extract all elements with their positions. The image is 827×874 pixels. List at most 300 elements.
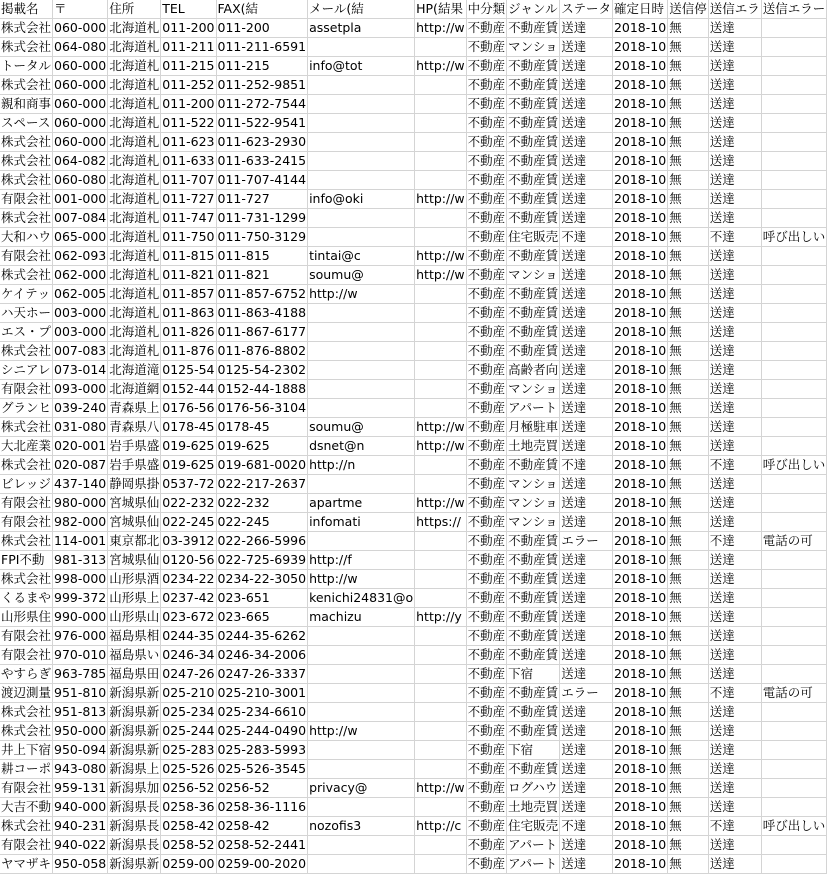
cell[interactable]: 送達 xyxy=(708,551,761,570)
cell[interactable]: 011-821 xyxy=(216,266,308,285)
cell[interactable]: 023-665 xyxy=(216,608,308,627)
cell[interactable]: 060-000 xyxy=(53,95,108,114)
cell[interactable]: 不動産 xyxy=(466,494,507,513)
cell[interactable]: 2018-10 xyxy=(612,266,667,285)
cell[interactable] xyxy=(415,741,467,760)
cell[interactable]: エラー xyxy=(560,684,613,703)
cell[interactable]: FAX(結 xyxy=(216,0,308,19)
cell[interactable] xyxy=(308,152,415,171)
cell[interactable]: 011-707 xyxy=(161,171,216,190)
cell[interactable] xyxy=(308,836,415,855)
cell[interactable]: 送達 xyxy=(560,323,613,342)
cell[interactable]: 北海道滝 xyxy=(108,361,161,380)
cell[interactable]: アパート xyxy=(507,836,560,855)
cell[interactable]: 送達 xyxy=(708,95,761,114)
cell[interactable]: 北海道札 xyxy=(108,247,161,266)
cell[interactable]: 株式会社 xyxy=(0,76,53,95)
cell[interactable]: 2018-10 xyxy=(612,190,667,209)
cell[interactable]: 2018-10 xyxy=(612,380,667,399)
cell[interactable]: 送達 xyxy=(560,304,613,323)
cell[interactable]: 送達 xyxy=(560,399,613,418)
cell[interactable] xyxy=(308,627,415,646)
cell[interactable]: 不動産 xyxy=(466,589,507,608)
cell[interactable]: 022-245 xyxy=(161,513,216,532)
cell[interactable] xyxy=(761,266,827,285)
cell[interactable]: 送達 xyxy=(560,152,613,171)
cell[interactable]: 2018-10 xyxy=(612,418,667,437)
cell[interactable]: 新潟県新 xyxy=(108,703,161,722)
cell[interactable]: 073-014 xyxy=(53,361,108,380)
cell[interactable]: 北海道札 xyxy=(108,76,161,95)
cell[interactable]: 019-625 xyxy=(216,437,308,456)
cell[interactable]: 無 xyxy=(668,798,709,817)
cell[interactable]: 不動産賃 xyxy=(507,551,560,570)
cell[interactable]: 2018-10 xyxy=(612,532,667,551)
cell[interactable]: 不動産 xyxy=(466,646,507,665)
cell[interactable]: 不動産賃 xyxy=(507,285,560,304)
cell[interactable]: 011-727 xyxy=(161,190,216,209)
cell[interactable]: 送達 xyxy=(560,437,613,456)
cell[interactable]: 2018-10 xyxy=(612,323,667,342)
cell[interactable]: 065-000 xyxy=(53,228,108,247)
cell[interactable]: 不動産賃 xyxy=(507,19,560,38)
cell[interactable]: 03-3912 xyxy=(161,532,216,551)
cell[interactable]: 株式会社 xyxy=(0,133,53,152)
cell[interactable]: 2018-10 xyxy=(612,589,667,608)
cell[interactable]: 送達 xyxy=(708,19,761,38)
cell[interactable] xyxy=(761,513,827,532)
cell[interactable] xyxy=(308,798,415,817)
cell[interactable]: 宮城県仙 xyxy=(108,551,161,570)
cell[interactable]: 〒 xyxy=(53,0,108,19)
cell[interactable]: 無 xyxy=(668,19,709,38)
cell[interactable]: 不動産 xyxy=(466,437,507,456)
cell[interactable] xyxy=(761,399,827,418)
cell[interactable]: 022-217-2637 xyxy=(216,475,308,494)
cell[interactable]: 003-000 xyxy=(53,304,108,323)
cell[interactable]: 060-000 xyxy=(53,133,108,152)
cell[interactable]: 福島県い xyxy=(108,646,161,665)
cell[interactable]: 北海道札 xyxy=(108,190,161,209)
cell[interactable]: ビレッジ xyxy=(0,475,53,494)
cell[interactable]: 確定日時 xyxy=(612,0,667,19)
cell[interactable]: 無 xyxy=(668,494,709,513)
cell[interactable]: 060-000 xyxy=(53,19,108,38)
cell[interactable]: 送達 xyxy=(708,304,761,323)
cell[interactable]: 025-526 xyxy=(161,760,216,779)
cell[interactable]: 不動産 xyxy=(466,665,507,684)
cell[interactable]: 山形県酒 xyxy=(108,570,161,589)
cell[interactable]: エス・プ xyxy=(0,323,53,342)
cell[interactable] xyxy=(415,684,467,703)
cell[interactable]: 011-272-7544 xyxy=(216,95,308,114)
cell[interactable]: 新潟県長 xyxy=(108,817,161,836)
cell[interactable] xyxy=(415,171,467,190)
cell[interactable]: 019-625 xyxy=(161,456,216,475)
cell[interactable]: 011-857-6752 xyxy=(216,285,308,304)
cell[interactable]: 0125-54-2302 xyxy=(216,361,308,380)
cell[interactable]: 0258-52-2441 xyxy=(216,836,308,855)
cell[interactable]: 011-750 xyxy=(161,228,216,247)
cell[interactable]: 2018-10 xyxy=(612,798,667,817)
cell[interactable]: 送達 xyxy=(708,494,761,513)
cell[interactable]: 送達 xyxy=(708,722,761,741)
cell[interactable]: 2018-10 xyxy=(612,133,667,152)
cell[interactable]: アパート xyxy=(507,855,560,874)
cell[interactable] xyxy=(415,665,467,684)
cell[interactable] xyxy=(761,342,827,361)
cell[interactable]: 不動産賃 xyxy=(507,95,560,114)
cell[interactable]: 有限会社 xyxy=(0,190,53,209)
cell[interactable]: 株式会社 xyxy=(0,418,53,437)
cell[interactable]: 新潟県長 xyxy=(108,798,161,817)
cell[interactable]: 無 xyxy=(668,361,709,380)
cell[interactable]: 送達 xyxy=(560,779,613,798)
cell[interactable]: 2018-10 xyxy=(612,703,667,722)
cell[interactable]: 土地売買 xyxy=(507,798,560,817)
cell[interactable]: 送達 xyxy=(560,76,613,95)
cell[interactable]: 送信エラ xyxy=(708,0,761,19)
cell[interactable]: 送達 xyxy=(708,836,761,855)
cell[interactable]: 011-750-3129 xyxy=(216,228,308,247)
cell[interactable]: 0244-35 xyxy=(161,627,216,646)
cell[interactable]: assetpla xyxy=(308,19,415,38)
cell[interactable]: 976-000 xyxy=(53,627,108,646)
cell[interactable]: 送達 xyxy=(708,741,761,760)
cell[interactable] xyxy=(415,722,467,741)
cell[interactable]: 不動産賃 xyxy=(507,342,560,361)
cell[interactable]: 064-082 xyxy=(53,152,108,171)
cell[interactable] xyxy=(415,399,467,418)
cell[interactable]: 不動産 xyxy=(466,57,507,76)
cell[interactable]: 025-210 xyxy=(161,684,216,703)
cell[interactable]: 不動産賃 xyxy=(507,171,560,190)
cell[interactable]: 2018-10 xyxy=(612,304,667,323)
cell[interactable]: 2018-10 xyxy=(612,437,667,456)
cell[interactable]: 北海道札 xyxy=(108,19,161,38)
cell[interactable]: 北海道札 xyxy=(108,114,161,133)
cell[interactable]: 住所 xyxy=(108,0,161,19)
cell[interactable]: 980-000 xyxy=(53,494,108,513)
cell[interactable]: 020-087 xyxy=(53,456,108,475)
cell[interactable]: 007-084 xyxy=(53,209,108,228)
cell[interactable]: 送達 xyxy=(560,513,613,532)
cell[interactable]: 株式会社 xyxy=(0,152,53,171)
cell[interactable]: 2018-10 xyxy=(612,57,667,76)
cell[interactable]: 株式会社 xyxy=(0,38,53,57)
cell[interactable] xyxy=(308,228,415,247)
cell[interactable] xyxy=(415,38,467,57)
cell[interactable]: 2018-10 xyxy=(612,171,667,190)
cell[interactable]: 送達 xyxy=(708,133,761,152)
cell[interactable]: 無 xyxy=(668,722,709,741)
cell[interactable]: 0178-45 xyxy=(216,418,308,437)
cell[interactable]: 011-826 xyxy=(161,323,216,342)
cell[interactable]: 025-283 xyxy=(161,741,216,760)
cell[interactable]: ヤマザキ xyxy=(0,855,53,874)
cell[interactable]: 無 xyxy=(668,114,709,133)
cell[interactable] xyxy=(415,323,467,342)
cell[interactable]: 不動産 xyxy=(466,836,507,855)
cell[interactable] xyxy=(415,228,467,247)
cell[interactable] xyxy=(308,38,415,57)
cell[interactable]: 2018-10 xyxy=(612,38,667,57)
cell[interactable]: 不動産 xyxy=(466,247,507,266)
cell[interactable]: 送達 xyxy=(708,361,761,380)
cell[interactable]: 不達 xyxy=(708,532,761,551)
cell[interactable]: 022-725-6939 xyxy=(216,551,308,570)
cell[interactable]: 新潟県新 xyxy=(108,684,161,703)
cell[interactable]: 950-058 xyxy=(53,855,108,874)
cell[interactable]: 0120-56 xyxy=(161,551,216,570)
cell[interactable]: 山形県住 xyxy=(0,608,53,627)
cell[interactable] xyxy=(415,798,467,817)
cell[interactable]: 025-526-3545 xyxy=(216,760,308,779)
cell[interactable]: 無 xyxy=(668,342,709,361)
cell[interactable]: 不動産 xyxy=(466,684,507,703)
cell[interactable] xyxy=(761,589,827,608)
cell[interactable]: メール(結 xyxy=(308,0,415,19)
cell[interactable]: kenichi24831@o xyxy=(308,589,415,608)
cell[interactable]: 送達 xyxy=(560,190,613,209)
cell[interactable] xyxy=(308,741,415,760)
cell[interactable] xyxy=(415,304,467,323)
cell[interactable]: 送達 xyxy=(708,38,761,57)
cell[interactable] xyxy=(761,323,827,342)
cell[interactable] xyxy=(415,361,467,380)
cell[interactable]: 呼び出しい xyxy=(761,817,827,836)
cell[interactable]: 0152-44-1888 xyxy=(216,380,308,399)
cell[interactable]: 011-200 xyxy=(161,19,216,38)
cell[interactable]: 不動産 xyxy=(466,76,507,95)
cell[interactable]: 060-000 xyxy=(53,114,108,133)
cell[interactable] xyxy=(308,399,415,418)
cell[interactable]: 不動産 xyxy=(466,152,507,171)
cell[interactable]: 無 xyxy=(668,285,709,304)
cell[interactable]: 2018-10 xyxy=(612,646,667,665)
cell[interactable]: privacy@ xyxy=(308,779,415,798)
cell[interactable]: 不動産賃 xyxy=(507,304,560,323)
cell[interactable]: 送達 xyxy=(708,399,761,418)
cell[interactable] xyxy=(308,760,415,779)
cell[interactable]: http://w xyxy=(415,19,467,38)
cell[interactable]: 送達 xyxy=(708,285,761,304)
cell[interactable]: 2018-10 xyxy=(612,475,667,494)
cell[interactable]: 有限会社 xyxy=(0,836,53,855)
cell[interactable]: 963-785 xyxy=(53,665,108,684)
cell[interactable]: 不動産賃 xyxy=(507,152,560,171)
cell[interactable]: 031-080 xyxy=(53,418,108,437)
cell[interactable]: 不動産 xyxy=(466,551,507,570)
cell[interactable]: 011-215 xyxy=(216,57,308,76)
cell[interactable]: 025-234 xyxy=(161,703,216,722)
cell[interactable]: 株式会社 xyxy=(0,722,53,741)
cell[interactable]: 無 xyxy=(668,57,709,76)
cell[interactable]: 電話の可 xyxy=(761,684,827,703)
cell[interactable]: 無 xyxy=(668,741,709,760)
cell[interactable]: 新潟県新 xyxy=(108,741,161,760)
cell[interactable]: 2018-10 xyxy=(612,399,667,418)
cell[interactable] xyxy=(308,703,415,722)
cell[interactable]: 不動産 xyxy=(466,361,507,380)
cell[interactable]: 011-867-6177 xyxy=(216,323,308,342)
cell[interactable]: 株式会社 xyxy=(0,342,53,361)
cell[interactable] xyxy=(415,836,467,855)
cell[interactable]: http://c xyxy=(415,817,467,836)
cell[interactable]: 北海道札 xyxy=(108,323,161,342)
cell[interactable] xyxy=(761,152,827,171)
cell[interactable]: 2018-10 xyxy=(612,247,667,266)
cell[interactable]: http://w xyxy=(308,570,415,589)
cell[interactable]: 023-672 xyxy=(161,608,216,627)
cell[interactable] xyxy=(415,703,467,722)
cell[interactable] xyxy=(308,133,415,152)
cell[interactable] xyxy=(761,798,827,817)
cell[interactable]: やすらぎ xyxy=(0,665,53,684)
cell[interactable]: 岩手県盛 xyxy=(108,456,161,475)
cell[interactable]: 新潟県新 xyxy=(108,722,161,741)
cell[interactable] xyxy=(308,684,415,703)
cell[interactable]: 不動産 xyxy=(466,798,507,817)
cell[interactable]: 011-857 xyxy=(161,285,216,304)
cell[interactable]: 011-623-2930 xyxy=(216,133,308,152)
cell[interactable] xyxy=(761,95,827,114)
cell[interactable]: 2018-10 xyxy=(612,551,667,570)
cell[interactable]: 025-210-3001 xyxy=(216,684,308,703)
cell[interactable] xyxy=(415,342,467,361)
cell[interactable]: 2018-10 xyxy=(612,76,667,95)
cell[interactable]: 011-633 xyxy=(161,152,216,171)
cell[interactable]: 022-245 xyxy=(216,513,308,532)
cell[interactable] xyxy=(308,114,415,133)
cell[interactable]: 990-000 xyxy=(53,608,108,627)
cell[interactable] xyxy=(761,437,827,456)
cell[interactable]: 950-094 xyxy=(53,741,108,760)
cell[interactable]: 電話の可 xyxy=(761,532,827,551)
cell[interactable] xyxy=(415,646,467,665)
cell[interactable]: 不動産賃 xyxy=(507,209,560,228)
cell[interactable]: 無 xyxy=(668,513,709,532)
cell[interactable] xyxy=(415,589,467,608)
cell[interactable]: 0258-42 xyxy=(161,817,216,836)
cell[interactable]: 送達 xyxy=(708,513,761,532)
cell[interactable]: 無 xyxy=(668,171,709,190)
cell[interactable]: 送達 xyxy=(560,798,613,817)
cell[interactable]: 不動産賃 xyxy=(507,608,560,627)
cell[interactable]: 株式会社 xyxy=(0,209,53,228)
cell[interactable] xyxy=(415,475,467,494)
cell[interactable] xyxy=(415,380,467,399)
cell[interactable] xyxy=(761,608,827,627)
cell[interactable]: 送達 xyxy=(560,627,613,646)
cell[interactable]: 送達 xyxy=(560,95,613,114)
cell[interactable] xyxy=(761,494,827,513)
cell[interactable] xyxy=(761,418,827,437)
cell[interactable]: 019-681-0020 xyxy=(216,456,308,475)
cell[interactable]: 2018-10 xyxy=(612,494,667,513)
cell[interactable] xyxy=(761,722,827,741)
cell[interactable]: 2018-10 xyxy=(612,513,667,532)
cell[interactable]: 951-810 xyxy=(53,684,108,703)
cell[interactable]: 2018-10 xyxy=(612,684,667,703)
cell[interactable]: 2018-10 xyxy=(612,361,667,380)
cell[interactable] xyxy=(761,703,827,722)
cell[interactable]: 有限会社 xyxy=(0,247,53,266)
cell[interactable]: infomati xyxy=(308,513,415,532)
cell[interactable]: トータル xyxy=(0,57,53,76)
cell[interactable]: 不動産賃 xyxy=(507,323,560,342)
cell[interactable]: 2018-10 xyxy=(612,779,667,798)
cell[interactable]: 不動産 xyxy=(466,171,507,190)
cell[interactable]: 不動産賃 xyxy=(507,247,560,266)
cell[interactable] xyxy=(761,380,827,399)
cell[interactable] xyxy=(308,76,415,95)
cell[interactable]: 不動産 xyxy=(466,722,507,741)
cell[interactable]: 新潟県長 xyxy=(108,836,161,855)
cell[interactable]: 送達 xyxy=(560,266,613,285)
cell[interactable] xyxy=(415,209,467,228)
cell[interactable]: 0256-52 xyxy=(216,779,308,798)
cell[interactable]: 北海道札 xyxy=(108,38,161,57)
cell[interactable]: 無 xyxy=(668,646,709,665)
cell[interactable]: 011-727 xyxy=(216,190,308,209)
cell[interactable]: 0256-52 xyxy=(161,779,216,798)
cell[interactable]: 送達 xyxy=(560,836,613,855)
cell[interactable] xyxy=(761,190,827,209)
cell[interactable]: 不動産 xyxy=(466,760,507,779)
cell[interactable]: dsnet@n xyxy=(308,437,415,456)
cell[interactable] xyxy=(761,304,827,323)
cell[interactable] xyxy=(415,133,467,152)
cell[interactable]: 0259-00 xyxy=(161,855,216,874)
cell[interactable]: 有限会社 xyxy=(0,779,53,798)
cell[interactable]: 北海道札 xyxy=(108,304,161,323)
cell[interactable]: 北海道札 xyxy=(108,266,161,285)
cell[interactable]: 011-211 xyxy=(161,38,216,57)
cell[interactable]: 宮城県仙 xyxy=(108,494,161,513)
cell[interactable]: 無 xyxy=(668,152,709,171)
cell[interactable]: 011-200 xyxy=(216,19,308,38)
cell[interactable]: 送達 xyxy=(708,779,761,798)
cell[interactable]: 不動産 xyxy=(466,513,507,532)
cell[interactable]: 011-252 xyxy=(161,76,216,95)
cell[interactable]: 送達 xyxy=(560,247,613,266)
cell[interactable]: 不動産賃 xyxy=(507,570,560,589)
cell[interactable]: 送達 xyxy=(708,152,761,171)
cell[interactable]: 送達 xyxy=(708,437,761,456)
cell[interactable]: 送達 xyxy=(708,798,761,817)
cell[interactable]: 送達 xyxy=(560,722,613,741)
cell[interactable] xyxy=(415,95,467,114)
cell[interactable] xyxy=(308,342,415,361)
cell[interactable] xyxy=(415,285,467,304)
cell[interactable]: 022-266-5996 xyxy=(216,532,308,551)
cell[interactable]: 株式会社 xyxy=(0,570,53,589)
cell[interactable]: 株式会社 xyxy=(0,266,53,285)
cell[interactable]: tintai@c xyxy=(308,247,415,266)
cell[interactable]: 003-000 xyxy=(53,323,108,342)
cell[interactable]: 送達 xyxy=(560,133,613,152)
cell[interactable]: http://w xyxy=(415,437,467,456)
cell[interactable] xyxy=(308,171,415,190)
cell[interactable]: 山形県山 xyxy=(108,608,161,627)
cell[interactable]: 不動産 xyxy=(466,342,507,361)
cell[interactable]: 011-623 xyxy=(161,133,216,152)
cell[interactable]: 不動産賃 xyxy=(507,133,560,152)
cell[interactable] xyxy=(761,551,827,570)
cell[interactable]: マンショ xyxy=(507,380,560,399)
cell[interactable] xyxy=(761,247,827,266)
